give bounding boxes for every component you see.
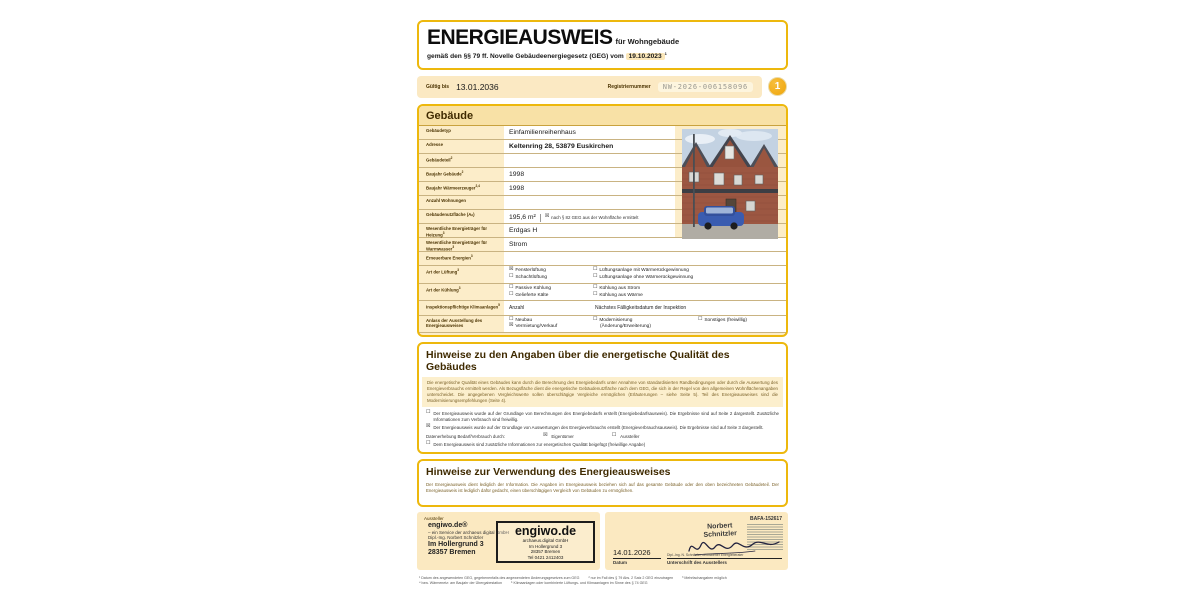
option-label: Kühlung aus Strom <box>599 286 641 291</box>
row-label: Gebäudetyp <box>426 128 451 133</box>
option-label: Lüftungsanlage mit Wärmerückgewinnung <box>599 268 689 273</box>
header-box <box>417 20 788 70</box>
signature-panel <box>605 512 788 570</box>
area-value: 195,6 m² <box>509 213 536 221</box>
section-heading-hinweise-qualitaet: Hinweise zu den Angaben über die energetische Qualität des Gebäudes <box>426 349 730 373</box>
validity-bar <box>417 76 762 98</box>
footnote-ref: 3 <box>457 268 460 272</box>
table-row-klimaanlagen <box>419 301 786 316</box>
aussteller-city: 28357 Bremen <box>428 549 476 556</box>
valid-until-label: Gültig bis <box>426 84 450 90</box>
datenerhebung-label: Datenerhebung Bedarf/Verbrauch durch: <box>426 434 506 440</box>
option-label: Modernisierung <box>599 318 633 323</box>
checkbox-kuehlung-waerme: ☐ <box>593 291 598 297</box>
row-label: Baujahr Wärmeerzeuger <box>426 185 476 191</box>
signature-group <box>667 553 782 566</box>
option-label: Fensterlüftung <box>515 268 546 273</box>
issue-date: 14.01.2026 <box>613 548 661 559</box>
option-label: Eigentümer <box>551 434 574 440</box>
option-label: Kühlung aus Wärme <box>599 292 643 298</box>
date-group <box>613 548 661 566</box>
checkbox-text: Der Energieausweis wurde auf der Grundlage von Auswertungen des Energieverbrauchs erstellt (Energieverbrauchsausweis). Die Ergebnisse sind auf Seite 3 dargestellt. <box>433 425 764 431</box>
checkbox-neubau: ☐ <box>509 317 514 322</box>
row-value <box>504 196 675 209</box>
signature-line-text: Dipl.-Ing. N. Schnitzler, zertifizierter Energieberater <box>667 553 782 559</box>
law-date: 19.10.2023 <box>626 53 665 60</box>
option-label: Neubau <box>515 318 533 323</box>
checkbox-wohnflaeche: ☒ <box>544 214 550 220</box>
law-text: gemäß den §§ 79 ff. Novelle Gebäudeenergiegesetz (GEG) vom <box>427 53 624 61</box>
aussteller-panel <box>417 512 600 570</box>
aussteller-stamp-name: Norbert Schnitzler <box>703 522 738 539</box>
row-label: Wesentliche Energieträger für Heizung <box>426 226 488 238</box>
row-label: Gebäudenutzfläche (Aₙ) <box>426 212 475 217</box>
footnote-ref: 5 <box>498 303 500 307</box>
law-line <box>427 51 778 60</box>
checkbox-sonstiges: ☐ <box>698 317 703 322</box>
row-value: Keltenring 28, 53879 Euskirchen <box>504 140 675 153</box>
footnote: ⁴ bzw. Wärmenetz: am Baujahr der Übergabestation <box>419 581 503 586</box>
option-label: Schachtlüftung <box>515 274 548 280</box>
aussteller-service-line: – ein Service der archaeus digital GmbH <box>428 529 509 535</box>
page-number-badge: 1 <box>768 77 787 96</box>
law-footnote-ref: 1 <box>664 51 667 56</box>
registry-label: Registriernummer <box>607 84 651 90</box>
option-label: Passive Kühlung <box>515 286 552 291</box>
row-value <box>504 252 786 265</box>
anzahl-label: Anzahl <box>509 304 525 311</box>
aussteller-name: Dipl.-Ing. Norbert Schnitzler <box>428 535 484 540</box>
footnote-ref: 2 <box>450 156 453 160</box>
date-label: Datum <box>613 560 628 565</box>
option-label: Gelieferte Kälte <box>515 292 549 298</box>
zusatzinfo-checkbox-item <box>426 442 779 448</box>
row-value: 1998 <box>504 182 675 195</box>
aussteller-street: Im Hollergrund 3 <box>428 540 484 548</box>
checkbox-kuehlung-strom: ☐ <box>593 285 598 290</box>
hinweise-verwendung-section <box>417 459 788 507</box>
company-stamp <box>496 521 595 563</box>
checkbox-passive-kuehlung: ☐ <box>509 285 514 290</box>
footnote-ref: 2,4 <box>475 184 480 188</box>
signature-label: Unterschrift des Ausstellers <box>667 560 727 565</box>
page-title: ENERGIEAUSWEIS <box>427 26 613 49</box>
footnote: ⁵ Klimaanlagen oder kombinierte Lüftungs- und Klimaanlagen im Sinne des § 74 GEG <box>511 581 648 586</box>
checkbox-eigentuemer: ☒ <box>543 433 548 439</box>
checkbox-fensterlueftung: ☒ <box>509 267 514 272</box>
row-label: Inspektionspflichtige Klimaanlagen <box>426 304 499 310</box>
footnote: ³ Mehrfachangaben möglich <box>682 576 727 580</box>
row-label: Wesentliche Energieträger für Warmwasser <box>426 240 488 252</box>
footnote: ² nur im Fall des § 79 Abs. 2 Satz 2 GEG einzutragen <box>588 576 674 580</box>
stamp-brand: engiwo.de <box>514 524 577 538</box>
checkbox-bedarfsausweis: ☐ <box>426 410 431 415</box>
row-value: 1998 <box>504 168 675 181</box>
verwendung-text: Der Energieausweis dient lediglich der Information. Die Angaben im Energieausweis beziehen sich auf das gesamte Gebäude oder den oben bezeichneten Gebäudeteil. Der Energieausweis ist lediglich dafür gedacht, einen überschlägigen Vergleich von Gebäuden zu ermöglichen. <box>426 482 779 493</box>
checkbox-gelieferte-kaelte: ☐ <box>509 291 514 297</box>
option-label: Lüftungsanlage ohne Wärmerückgewinnung <box>599 274 694 280</box>
row-label: Art der Kühlung <box>426 287 459 293</box>
valid-until-date: 13.01.2036 <box>456 82 499 92</box>
checkbox-verbrauchsausweis: ☒ <box>426 424 431 430</box>
aussteller-label: Aussteller <box>424 516 444 521</box>
bafa-number: BAFA-152617 <box>750 516 782 522</box>
checkbox-aussteller: ☐ <box>611 433 617 439</box>
aussteller-brand: engiwo.de® <box>428 521 468 529</box>
footnote-ref: 2 <box>461 170 464 174</box>
table-row-energietraeger-warmwasser <box>419 238 786 252</box>
stamp-line: Im Hollergrund 3 <box>528 543 563 549</box>
row-label: Art der Lüftung <box>426 269 458 275</box>
table-row-anlass <box>419 316 786 333</box>
row-label: Anzahl Wohnungen <box>426 198 467 203</box>
row-value: Erdgas H <box>504 224 675 237</box>
table-row-erneuerbare-energien <box>419 252 786 266</box>
table-row-kuehlung <box>419 284 786 301</box>
title-line <box>427 26 778 50</box>
building-photo <box>682 129 778 239</box>
footnotes <box>419 576 788 586</box>
registry-number: NW-2026-006158096 <box>658 82 753 92</box>
row-label: Gebäudeteil <box>426 157 451 163</box>
stamp-line: archaeus.digital GmbH <box>522 538 569 543</box>
stamp-line: Tel 0421 2412403 <box>527 554 564 560</box>
checkbox-vermietung-verkauf: ☒ <box>509 323 514 328</box>
checkbox-text: Dem Energieausweis sind zusätzliche Informationen zur energetischen Qualität beigefügt (freiwillige Angabe) <box>433 442 646 448</box>
row-label: Baujahr Gebäude <box>426 171 462 177</box>
row-value <box>504 154 675 167</box>
hinweise-qualitaet-section <box>417 342 788 454</box>
footnote-ref: 3 <box>452 245 455 249</box>
bedarf-checkbox-item <box>426 411 779 422</box>
checkbox-modernisierung: ☐ <box>593 317 598 322</box>
verbrauch-checkbox-item <box>426 425 779 431</box>
footnote-ref: 3 <box>458 286 461 290</box>
checkbox-label: nach § 82 GEG aus der Wohnfläche ermittelt <box>551 214 639 220</box>
checkbox-lueftung-mit-wrg: ☐ <box>593 267 598 272</box>
datenerhebung-line <box>426 434 779 439</box>
qualitaet-intro-text: Die energetische Qualität eines Gebäudes kann durch die Berechnung des Energiebedarfs unter Annahme von standardisierten Randbedingungen oder durch die Auswertung des Energieverbrauchs ermittelt werden. Als Bezugsfläche dient die energetische Gebäudenutzfläche nach dem GEG, die sich in der Regel von den allgemeinen Wohnflächenangaben unterscheidet. Die angegebenen Vergleichswerte sollen überschlägige Vergleiche ermöglichen (Erläuterungen – siehe Seite 5). Teil des Energieausweises sind die Modernisierungsempfehlungen (Seite 4). <box>422 377 783 407</box>
divider <box>540 214 541 222</box>
row-label: Erneuerbare Energien <box>426 255 471 261</box>
section-heading-gebaeude: Gebäude <box>419 106 786 126</box>
option-label: Vermietung/Verkauf <box>515 324 558 329</box>
stamp-line: 28357 Bremen <box>530 549 561 555</box>
option-label: Aussteller <box>620 434 640 440</box>
faelligkeitsdatum-label: Nächstes Fälligkeitsdatum der Inspektion <box>595 304 687 311</box>
checkbox-schachtlueftung: ☐ <box>509 273 514 279</box>
section-heading-hinweise-verwendung: Hinweise zur Verwendung des Energieausweises <box>426 466 671 478</box>
row-value: Strom <box>504 238 786 251</box>
footnote-ref: 3 <box>470 254 473 258</box>
title-suffix: für Wohngebäude <box>615 37 680 46</box>
footnote: ¹ Datum des angewendeten GEG, gegebenenfalls des angewendeten Änderungsgesetzes zum GEG <box>419 576 580 580</box>
gebaeude-section <box>417 104 788 337</box>
checkbox-lueftung-ohne-wrg: ☐ <box>593 273 598 279</box>
energieausweis-document <box>417 20 788 595</box>
row-value: Einfamilienreihenhaus <box>504 126 675 139</box>
table-row-lueftung <box>419 266 786 284</box>
option-label: Sonstiges (freiwillig) <box>704 318 747 323</box>
option-label-line2: (Änderung/Erweiterung) <box>600 324 651 329</box>
checkbox-text: Der Energieausweis wurde auf der Grundlage von Berechnungen des Energiebedarfs erstellt (Energiebedarfsausweis). Die Ergebnisse sind auf Seite 2 dargestellt. Zusätzliche Informationen zum Verbrauch sind freiwillig. <box>433 411 779 422</box>
row-label: Anlass der Ausstellung des Energieausweises <box>426 318 483 328</box>
footnote-ref: 3 <box>442 231 445 235</box>
row-label: Adresse <box>426 142 443 147</box>
checkbox-zusatzinformationen: ☐ <box>426 441 431 447</box>
